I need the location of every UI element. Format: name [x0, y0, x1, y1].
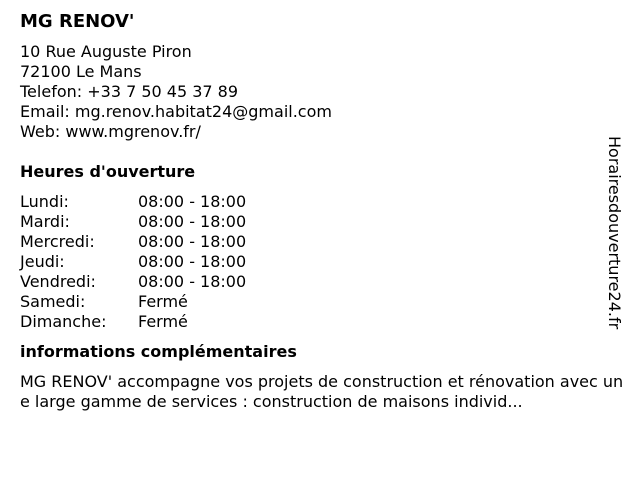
- website: Web: www.mgrenov.fr/: [20, 122, 201, 141]
- day-label: Mardi:: [20, 212, 70, 231]
- business-name: MG RENOV': [20, 11, 135, 32]
- day-label: Dimanche:: [20, 312, 107, 331]
- day-label: Mercredi:: [20, 232, 95, 251]
- hours-row-sunday: [20, 312, 610, 332]
- hours-row-wednesday: [20, 232, 610, 252]
- time-value: 08:00 - 18:00: [138, 272, 247, 291]
- opening-hours-title: Heures d'ouverture: [20, 162, 196, 181]
- hours-row-monday: [20, 192, 610, 212]
- day-label: Jeudi:: [20, 252, 65, 271]
- address-city: 72100 Le Mans: [20, 62, 142, 81]
- business-description: MG RENOV' accompagne vos projets de construction et rénovation avec une large gamme de services : construction de maisons individ...: [20, 372, 624, 411]
- side-brand-text: Horairesdouverture24.fr: [605, 136, 624, 330]
- phone-number: Telefon: +33 7 50 45 37 89: [20, 82, 239, 101]
- additional-info-title: informations complémentaires: [20, 342, 297, 361]
- time-value: 08:00 - 18:00: [138, 192, 247, 211]
- time-value: 08:00 - 18:00: [138, 232, 247, 251]
- day-label: Samedi:: [20, 292, 86, 311]
- hours-row-friday: [20, 272, 610, 292]
- hours-row-saturday: [20, 292, 610, 312]
- time-value: 08:00 - 18:00: [138, 252, 247, 271]
- day-label: Lundi:: [20, 192, 69, 211]
- hours-row-tuesday: [20, 212, 610, 232]
- day-label: Vendredi:: [20, 272, 96, 291]
- time-value: Fermé: [138, 292, 188, 311]
- time-value: Fermé: [138, 312, 188, 331]
- opening-hours-table: [20, 192, 610, 332]
- hours-row-thursday: [20, 252, 610, 272]
- time-value: 08:00 - 18:00: [138, 212, 247, 231]
- email-address: Email: mg.renov.habitat24@gmail.com: [20, 102, 332, 121]
- address-street: 10 Rue Auguste Piron: [20, 42, 192, 61]
